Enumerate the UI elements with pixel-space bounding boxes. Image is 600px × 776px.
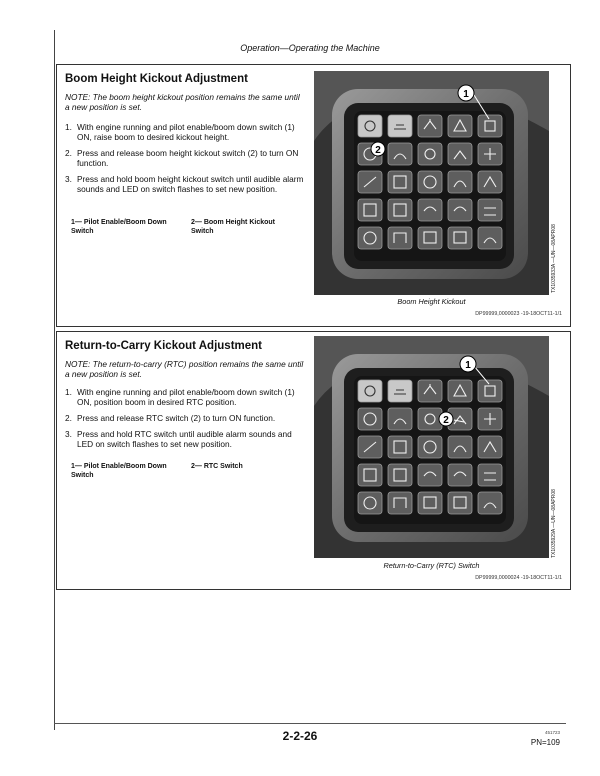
photo-code: TX1035929A —UN—08APR08 [551, 489, 557, 558]
section-title: Boom Height Kickout Adjustment [65, 73, 248, 85]
footer-pn: PN=109 [530, 738, 560, 747]
section-boom-height-kickout [56, 64, 571, 327]
svg-text:2: 2 [375, 145, 381, 156]
svg-text:2: 2 [443, 415, 449, 426]
switch-panel-illustration [314, 71, 549, 295]
step-item: 1. With engine running and pilot enable/boom down switch (1) ON, position boom in desired RTC position. [65, 387, 295, 407]
page-number: 2-2-26 [282, 729, 318, 743]
page-header: Operation—Operating the Machine [240, 43, 380, 53]
legend-item: 1— Pilot Enable/Boom Down Switch [71, 463, 167, 479]
step-item: 1. With engine running and pilot enable/boom down switch (1) ON, raise boom to desired kickout height. [65, 122, 295, 142]
reference-code: DP99999,0000023 -19-18OCT11-1/1 [475, 311, 562, 317]
switch-panel-photo [314, 336, 549, 558]
photo-caption: Return-to-Carry (RTC) Switch [383, 561, 480, 570]
photo-code: TX1035933A —UN—08APR08 [551, 224, 557, 293]
step-item: 2. Press and release RTC switch (2) to turn ON function. [65, 413, 276, 423]
step-item: 3. Press and hold boom height kickout switch until audible alarm sounds and LED on switch flashes to set new position. [65, 174, 304, 194]
svg-text:1: 1 [465, 360, 471, 371]
footer-small-code: 451723 [544, 730, 560, 735]
footer-rule [54, 723, 566, 724]
step-item: 2. Press and release boom height kickout switch (2) to turn ON function. [65, 148, 299, 168]
switch-grid [358, 115, 502, 249]
legend-item: 2— RTC Switch [191, 463, 243, 470]
steps-list [65, 122, 305, 200]
steps-list [65, 387, 305, 455]
switch-panel-illustration [314, 336, 549, 558]
photo-caption: Boom Height Kickout [397, 297, 466, 306]
note: NOTE: The return-to-carry (RTC) position remains the same until a new position is set. [65, 359, 304, 379]
legend-item: 2— Boom Height Kickout Switch [191, 219, 276, 235]
left-margin-rule [54, 30, 55, 730]
switch-panel-photo [314, 71, 549, 295]
section-title: Return-to-Carry Kickout Adjustment [65, 340, 262, 352]
reference-code: DP99999,0000024 -19-18OCT11-1/1 [475, 575, 562, 581]
svg-text:1: 1 [463, 89, 469, 100]
note: NOTE: The boom height kickout position remains the same until a new position is set. [65, 92, 300, 112]
legend-item: 1— Pilot Enable/Boom Down Switch [71, 219, 167, 235]
step-item: 3. Press and hold RTC switch until audible alarm sounds and LED on switch flashes to set new position. [65, 429, 292, 449]
switch-grid [358, 380, 502, 514]
callout-2-marker [371, 142, 385, 156]
section-return-to-carry [56, 331, 571, 590]
